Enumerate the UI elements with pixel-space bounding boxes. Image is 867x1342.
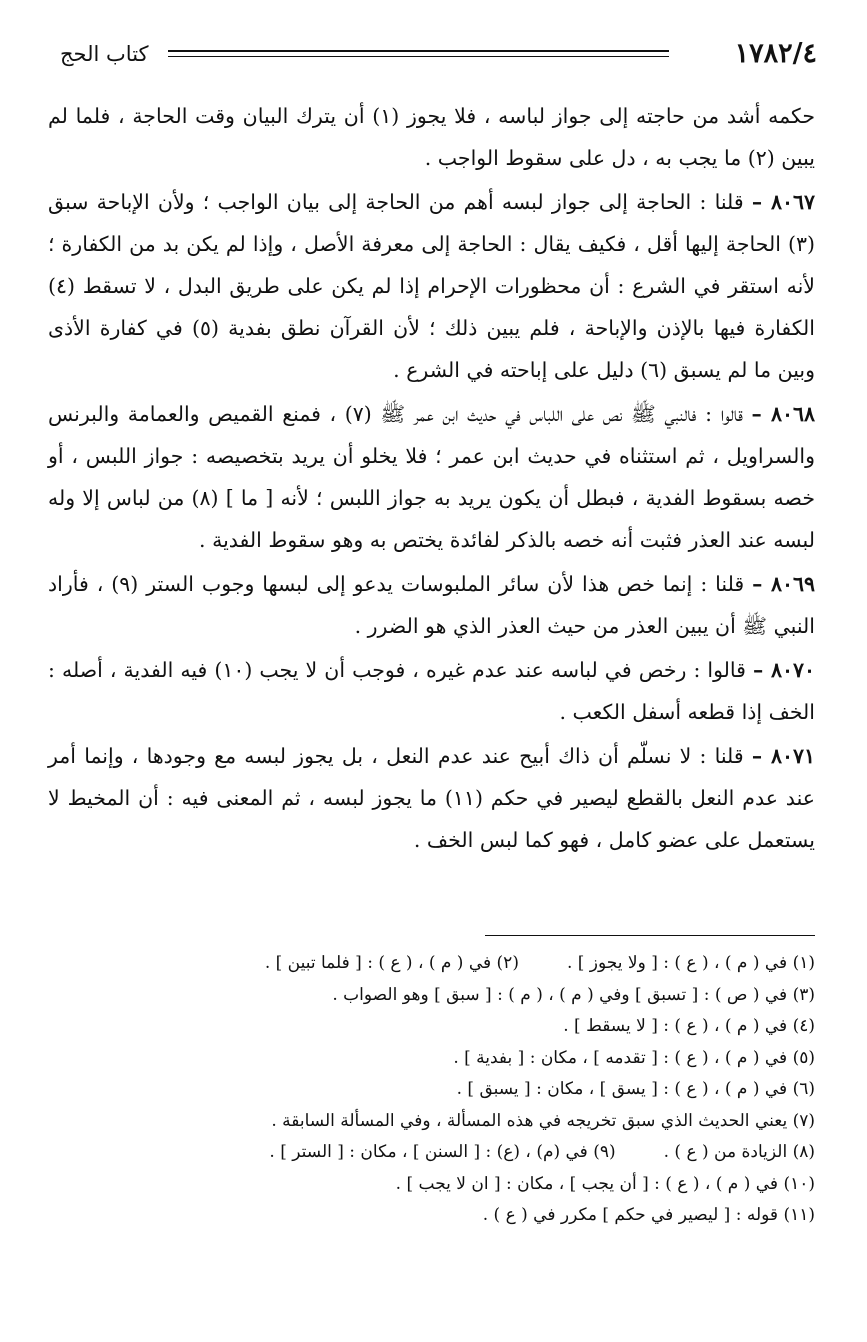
paragraph-text: قلنا : الحاجة إلى جواز لبسه أهم من الحاجة إلى بيان الواجب ؛ ولأن الإباحة سبق (٣) الحاجة إليها أقل ، فكيف يقال : الحاجة إلى معرفة الأصل ، وإذا لم يكن بد من الكفارة ؛ لأنه استقر في الشرع : أن محظورات الإحرام إذا لم يكن على طريق البدل ، لا تسقط (٤) الكفارة فيها بالإذن والإباحة ، فلم يبين ذلك ؛ لأن القرآن نطق بفدية (٥) في كفارة الأذى وبين ما لم يسبق (٦) دليل على إباحته في الشرع .	[48, 190, 815, 382]
footnote: (١٠) في ( م ) ، ( ع ) : [ أن يجب ] ، مكان : [ ان لا يجب ] .	[395, 1173, 815, 1194]
paragraph-text: قلنا : إنما خص هذا لأن سائر الملبوسات يدعو إلى لبسها وجوب الستر (٩) ، فأراد النبي ﷺ أن يبين العذر من حيث العذر الذي هو الضرر .	[48, 572, 815, 638]
paragraph-text: قالوا : رخص في لباسه عند عدم غيره ، فوجب أن لا يجب (١٠) فيه الفدية ، أصله : الخف إذا قطعه أسفل الكعب .	[48, 658, 815, 724]
footnote: (٢) في ( م ) ، ( ع ) : [ فلما تبين ] .	[264, 953, 519, 973]
footnote-separator	[485, 935, 815, 936]
footnote: (٧) يعني الحديث الذي سبق تخريجه في هذه المسألة ، وفي المسألة السابقة .	[271, 1110, 815, 1131]
header-rule-thin	[168, 56, 669, 57]
issue-number: ٨٠٦٨ –	[751, 402, 815, 426]
footnote: (٩) في (م) ، (ع) : [ السنن ] ، مكان : [ الستر ] .	[269, 1142, 616, 1162]
paragraph	[48, 563, 815, 647]
footnote: (٨) الزيادة من ( ع ) .	[663, 1142, 815, 1162]
issue-number: ٨٠٧١ –	[751, 744, 815, 768]
paragraph	[48, 95, 815, 179]
paragraph-text: قالوا : فالنبي ﷺ نص على اللباس في حديث ابن عمر ﷺ (٧) ، فمنع القميص والعمامة والبرنس والسراويل ، ثم استثناه في حديث ابن عمر ؛ فلا يخلو أن يريد بتخصيصه : جواز اللبس ، أو خصه بسقوط الفدية ، فبطل أن يكون يريد به جواز اللبس ؛ لأنه [ ما ] (٨) من لباس إلا وله لبسه عند العذر فثبت أنه خصه بالذكر لفائدة يختص به وهو سقوط الفدية .	[48, 402, 815, 552]
footnote: (٦) في ( م ) ، ( ع ) : [ يسق ] ، مكان : [ يسبق ] .	[456, 1079, 815, 1099]
paragraph-text: قلنا : لا نسلّم أن ذاك أبيح عند عدم النعل ، بل يجوز لبسه مع وجودها ، وإنما أمر عند عدم النعل بالقطع ليصير في حكم (١١) ما يجوز لبسه ، ثم المعنى فيه : أن المخيط لا يستعمل على عضو كامل ، فهو كما لبس الخف .	[48, 744, 815, 852]
footnote: (١) في ( م ) ، ( ع ) : [ ولا يجوز ] .	[566, 953, 815, 973]
footnote: (٤) في ( م ) ، ( ع ) : [ لا يسقط ] .	[563, 1016, 815, 1036]
footnote: (٣) في ( ص ) : [ تسبق ] وفي ( م ) ، ( م ) : [ سبق ] وهو الصواب .	[332, 984, 815, 1005]
footnotes	[48, 948, 815, 1232]
paragraph-text: حكمه أشد من حاجته إلى جواز لباسه ، فلا يجوز (١) أن يترك البيان وقت الحاجة ، فلما لم يبين (٢) ما يجب به ، دل على سقوط الواجب .	[48, 104, 815, 170]
footnote: (١١) قوله : [ ليصير في حكم ] مكرر في ( ع ) .	[482, 1205, 815, 1225]
page-number: ١٧٨٢/٤	[734, 38, 817, 69]
footnote-row	[48, 948, 815, 980]
footnote-row	[48, 1137, 815, 1169]
page-header	[60, 36, 817, 76]
main-text	[48, 95, 815, 863]
header-rule	[168, 50, 669, 52]
issue-number: ٨٠٧٠ –	[753, 658, 815, 682]
issue-number: ٨٠٦٩ –	[752, 572, 816, 596]
paragraph	[48, 735, 815, 861]
issue-number: ٨٠٦٧ –	[751, 190, 815, 214]
book-title: كتاب الحج	[60, 42, 149, 66]
footnote: (٥) في ( م ) ، ( ع ) : [ تقدمه ] ، مكان : [ بفدية ] .	[453, 1047, 815, 1068]
paragraph	[48, 393, 815, 561]
paragraph	[48, 649, 815, 733]
paragraph	[48, 181, 815, 391]
